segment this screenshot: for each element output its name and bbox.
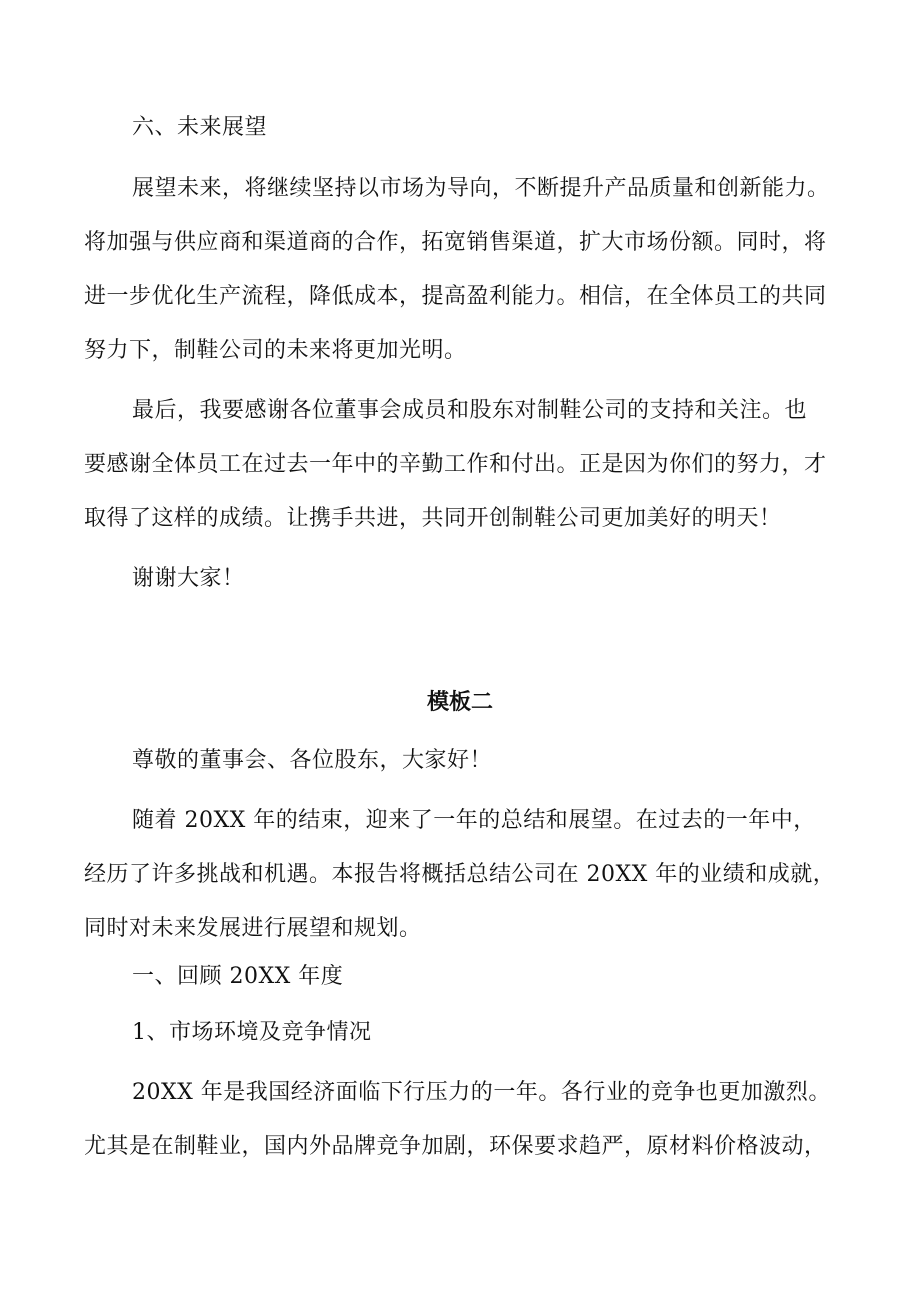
- section-heading: 一、回顾 20XX 年度: [132, 964, 344, 989]
- section-heading: 六、未来展望: [132, 115, 268, 140]
- paragraph-line: 随着 20XX 年的结束，迎来了一年的总结和展望。在过去的一年中，: [132, 808, 816, 833]
- paragraph-line: 同时对未来发展进行展望和规划。: [84, 916, 422, 941]
- paragraph-line: 经历了许多挑战和机遇。本报告将概括总结公司在 20XX 年的业绩和成就，: [84, 862, 836, 887]
- paragraph-line: 展望未来，将继续坚持以市场为导向，不断提升产品质量和创新能力。: [132, 176, 830, 201]
- paragraph-line: 20XX 年是我国经济面临下行压力的一年。各行业的竞争也更加激烈。: [132, 1080, 831, 1105]
- paragraph-line: 取得了这样的成绩。让携手共进，共同开创制鞋公司更加美好的明天！: [84, 506, 782, 531]
- template-title: 模板二: [426, 690, 493, 715]
- paragraph-line: 最后，我要感谢各位董事会成员和股东对制鞋公司的支持和关注。也: [132, 398, 808, 423]
- paragraph-line: 努力下，制鞋公司的未来将更加光明。: [84, 338, 467, 363]
- paragraph-line: 进一步优化生产流程，降低成本，提高盈利能力。相信，在全体员工的共同: [84, 284, 827, 309]
- closing-text: 谢谢大家！: [132, 566, 245, 591]
- paragraph-line: 要感谢全体员工在过去一年中的辛勤工作和付出。正是因为你们的努力，才: [84, 452, 827, 477]
- paragraph-line: 将加强与供应商和渠道商的合作，拓宽销售渠道，扩大市场份额。同时，将: [84, 230, 827, 255]
- subsection-heading: 1、市场环境及竞争情况: [132, 1020, 372, 1045]
- paragraph-line: 尤其是在制鞋业，国内外品牌竞争加剧，环保要求趋严，原材料价格波动，: [84, 1134, 827, 1159]
- greeting-text: 尊敬的董事会、各位股东，大家好！: [132, 748, 493, 773]
